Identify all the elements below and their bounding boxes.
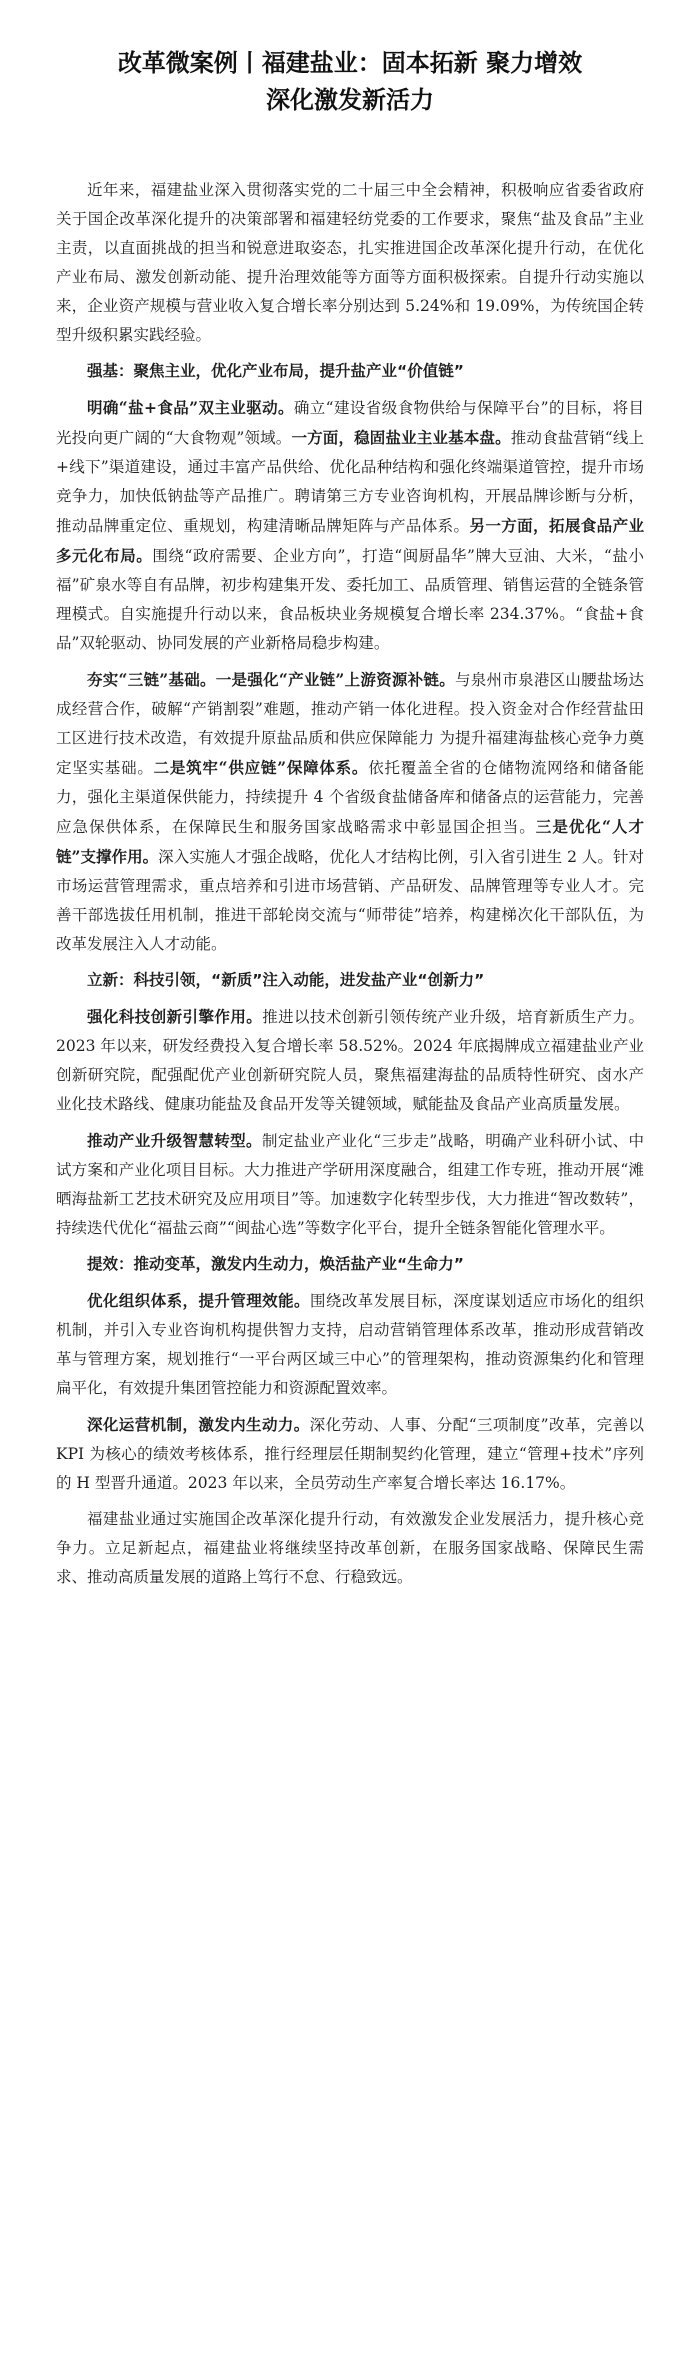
lead-phrase: 推动产业升级智慧转型。 [87,1131,262,1150]
section-heading-qiangji: 强基：聚焦主业，优化产业布局，提升盐产业“价值链” [87,362,464,380]
lead-phrase: 明确“盐+食品”双主业驱动。 [87,398,294,417]
section-2-paragraph-1 [56,1002,644,1119]
lead-phrase: 深化运营机制，激发内生动力。 [87,1415,310,1434]
paragraph-text: 确立“建设省级食物供给与保障平台”的目标，将目光投向更广阔的“大食物观”领域。 [56,399,644,447]
paragraph-text: 依托覆盖全省的仓储物流网络和储备能力，强化主渠道保供能力，持续提升 4 个省级食盐储备库和储备点的运营能力，完善应急保供体系，在保障民生和服务国家战略需求中彰显国企担当。 [56,759,644,836]
section-1-paragraph-1 [56,393,644,658]
title-line-2: 深化激发新活力 [266,85,434,114]
section-3-paragraph-1 [56,1286,644,1403]
article-title [56,44,644,118]
lead-phrase: 夯实“三链”基础。一是强化“产业链”上游资源补链。 [87,670,455,689]
paragraph-text: 与泉州市泉港区山腰盐场达成经营合作，破解“产销割裂”难题，推动产销一体化进程。投入资金对合作经营盐田工区进行技术改造，有效提升原盐品质和供应保障能力 为提升福建海盐核心竞争力奠定坚实基础。 [56,671,644,777]
section-1-paragraph-2 [56,665,644,959]
section-2-paragraph-2 [56,1126,644,1243]
section-3-paragraph-2 [56,1410,644,1498]
paragraph-text: 围绕改革发展目标，深度谋划适应市场化的组织机制，并引入专业咨询机构提供智力支持，启动营销管理体系改革，推动形成营销改革与管理方案，规划推行“一平台两区域三中心”的管理架构，推动资源集约化和管理扁平化，有效提升集团管控能力和资源配置效率。 [56,1292,644,1397]
section-heading-lixin: 立新：科技引领，“新质”注入动能，进发盐产业“创新力” [87,971,485,989]
paragraph-text: 围绕“政府需要、企业方向”，打造“闽厨晶华”牌大豆油、大米，“盐小福”矿泉水等自有品牌，初步构建集开发、委托加工、品质管理、销售运营的全链条管理模式。自实施提升行动以来，食品板块业务规模复合增长率 234.37%。“食盐+食品”双轮驱动、协同发展的产业新格局稳步构建。 [56,547,644,652]
lead-phrase: 另一方面，拓展食品产业多元化布局。 [56,516,644,565]
lead-phrase: 二是筑牢“供应链”保障体系。 [153,758,369,777]
paragraph-text: 制定盐业产业化“三步走”战略，明确产业科研小试、中试方案和产业化项目目标。大力推进产学研用深度融合，组建工作专班，推动开展“滩晒海盐新工艺技术研究及应用项目”等。加速数字化转型步伐，大力推进“智改数转”，持续迭代优化“福盐云商”“闽盐心选”等数字化平台，提升全链条智能化管理水平。 [56,1132,644,1237]
lead-phrase: 三是优化“人才链”支撑作用。 [56,817,644,866]
intro-paragraph: 近年来，福建盐业深入贯彻落实党的二十届三中全会精神，积极响应省委省政府关于国企改革深化提升的决策部署和福建轻纺党委的工作要求，聚焦“盐及食品”主业主责，以直面挑战的担当和锐意进取姿态，扎实推进国企改革深化提升行动，在优化产业布局、激发创新动能、提升治理效能等方面等方面积极探索。自提升行动实施以来，企业资产规模与营业收入复合增长率分别达到 5.24%和 19.09%，为传统国企转型升级积累实践经验。 [56,181,644,344]
lead-phrase: 一方面，稳固盐业主业基本盘。 [291,428,511,447]
lead-phrase: 强化科技创新引擎作用。 [87,1007,263,1026]
paragraph-text: 推进以技术创新引领传统产业升级，培育新质生产力。2023 年以来，研发经费投入复合增长率 58.52%。2024 年底揭牌成立福建盐业产业创新研究院，配强配优产业创新研究院人员，聚焦福建海盐的品质特性研究、卤水产业化技术路线、健康功能盐及食品开发等关键领域，赋能盐及食品产业高质量发展。 [56,1008,644,1113]
lead-phrase: 优化组织体系，提升管理效能。 [87,1291,310,1310]
paragraph-text: 推动食盐营销“线上+线下”渠道建设，通过丰富产品供给、优化品种结构和强化终端渠道管控，提升市场竞争力，加快低钠盐等产品推广。聘请第三方专业咨询机构，开展品牌诊断与分析，推动品牌重定位、重规划，构建清晰品牌矩阵与产品体系。 [56,429,644,535]
paragraph-text: 深入实施人才强企战略，优化人才结构比例，引入省引进生 2 人。针对市场运营管理需求，重点培养和引进市场营销、产品研发、品牌管理等专业人才。完善干部选拔任用机制，推进干部轮岗交流与“师带徒”培养，构建梯次化干部队伍，为改革发展注入人才动能。 [56,848,644,953]
title-line-1: 改革微案例丨福建盐业：固本拓新 聚力增效 [117,48,583,77]
paragraph-text: 深化劳动、人事、分配“三项制度”改革，完善以 KPI 为核心的绩效考核体系，推行经理层任期制契约化管理，建立“管理+技术”序列的 H 型晋升通道。2023 年以来，全员劳动生产率复合增长率达 16.17%。 [56,1416,644,1492]
section-heading-tixiao: 提效：推动变革，激发内生动力，焕活盐产业“生命力” [87,1255,464,1273]
closing-paragraph: 福建盐业通过实施国企改革深化提升行动，有效激发企业发展活力，提升核心竞争力。立足新起点，福建盐业将继续坚持改革创新，在服务国家战略、保障民生需求、推动高质量发展的道路上笃行不怠、行稳致远。 [56,1510,644,1586]
